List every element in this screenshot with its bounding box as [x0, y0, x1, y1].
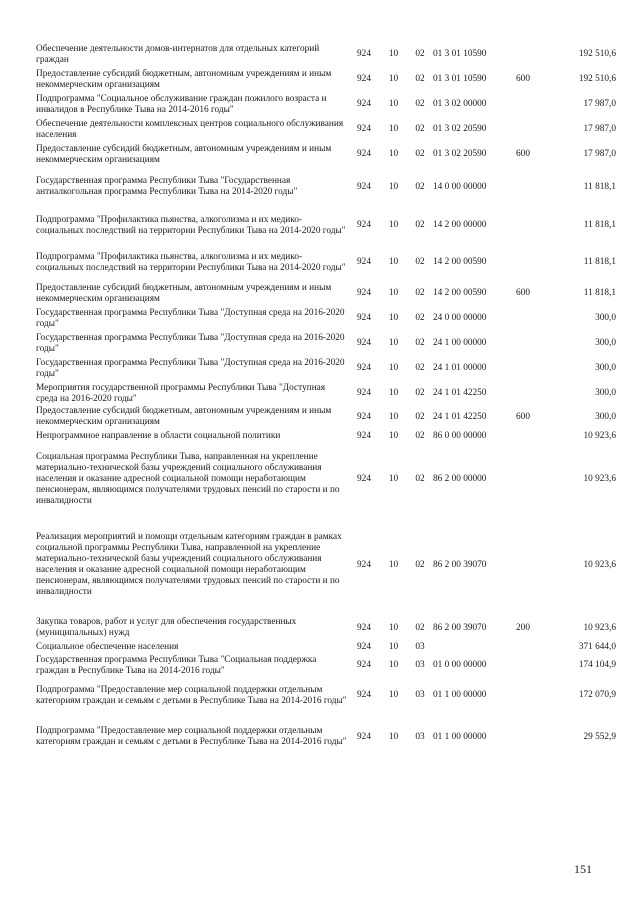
subsection-code: 03	[415, 690, 425, 700]
ministry-code: 924	[357, 559, 371, 570]
expense-type-code: 600	[516, 288, 530, 298]
subsection-code: 02	[415, 149, 425, 159]
section-code: 10	[388, 690, 399, 700]
row-description: Государственная программа Республики Тыва "Доступная среда на 2016-2020 годы"	[36, 307, 345, 329]
target-article-code: 14 2 00 00590	[433, 288, 487, 298]
amount: 300,0	[595, 411, 616, 422]
ministry-code: 924	[357, 660, 371, 670]
table-row	[36, 142, 616, 167]
subsection-code: 02	[415, 99, 425, 109]
expense-type-code	[509, 117, 537, 142]
ministry-code: 924	[357, 411, 371, 422]
expense-type-code	[509, 428, 537, 444]
section-code: 10	[388, 559, 399, 570]
expense-type-code: 200	[516, 622, 530, 633]
amount: 17 987,0	[583, 99, 616, 109]
section-code: 10	[388, 99, 399, 109]
amount: 10 923,6	[583, 430, 616, 441]
target-article-code: 86 0 00 00000	[433, 430, 487, 441]
expense-type-code	[509, 444, 537, 514]
row-description: Предоставление субсидий бюджетным, автономным учреждениям и иным некоммерческим организациям	[36, 282, 332, 304]
amount: 300,0	[595, 338, 616, 348]
ministry-code: 924	[357, 622, 371, 633]
target-article-code: 01 3 02 20590	[433, 124, 487, 134]
expense-type-code	[509, 42, 537, 67]
target-article-code: 01 1 00 00000	[433, 731, 487, 742]
subsection-code: 02	[415, 388, 425, 398]
section-code: 10	[388, 411, 399, 422]
table-row	[36, 406, 616, 428]
expense-type-code: 600	[516, 149, 530, 159]
table-row	[36, 281, 616, 306]
target-article-code: 24 1 01 42250	[433, 411, 487, 422]
amount: 10 923,6	[583, 622, 616, 633]
section-code: 10	[388, 257, 399, 267]
row-description: Социальная программа Республики Тыва, направленная на укрепление материально-технической базы учреждений социального обслуживания населения и оказание адресной социальной помощи неработающим пенсионерам, являющимся получателями трудовых пенсий по старости и по инвалидности	[36, 451, 340, 506]
expense-type-code	[509, 514, 537, 616]
table-row	[36, 677, 616, 714]
row-description: Социальное обеспечение населения	[36, 641, 179, 652]
section-code: 10	[388, 220, 399, 230]
section-code: 10	[388, 49, 399, 59]
target-article-code	[433, 640, 509, 654]
subsection-code: 02	[415, 411, 425, 422]
budget-table	[36, 42, 616, 760]
row-description: Обеспечение деятельности комплексных центров социального обслуживания населения	[36, 118, 344, 140]
amount: 172 070,9	[578, 690, 616, 700]
expense-type-code	[509, 640, 537, 654]
subsection-code: 03	[415, 660, 425, 670]
target-article-code: 86 2 00 39070	[433, 559, 487, 570]
expense-type-code	[509, 677, 537, 714]
target-article-code: 86 2 00 00000	[433, 473, 487, 484]
target-article-code: 24 1 01 42250	[433, 388, 487, 398]
subsection-code: 02	[415, 559, 425, 570]
table-row	[36, 616, 616, 640]
target-article-code: 14 2 00 00000	[433, 220, 487, 230]
ministry-code: 924	[357, 99, 371, 109]
table-row	[36, 244, 616, 281]
table-row	[36, 207, 616, 244]
budget-table-body	[36, 42, 616, 760]
ministry-code: 924	[357, 288, 371, 298]
table-row	[36, 640, 616, 654]
subsection-code: 03	[415, 731, 425, 742]
target-article-code: 01 0 00 00000	[433, 660, 487, 670]
subsection-code: 02	[415, 49, 425, 59]
ministry-code: 924	[357, 430, 371, 441]
expense-type-code: 600	[516, 411, 530, 422]
amount: 192 510,6	[578, 49, 616, 59]
table-row	[36, 42, 616, 67]
ministry-code: 924	[357, 690, 371, 700]
ministry-code: 924	[357, 257, 371, 267]
section-code: 10	[388, 430, 399, 441]
amount: 11 818,1	[583, 181, 616, 192]
subsection-code: 02	[415, 181, 425, 192]
subsection-code: 02	[415, 288, 425, 298]
target-article-code: 01 3 01 10590	[433, 74, 487, 84]
subsection-code: 03	[415, 641, 425, 652]
amount: 11 818,1	[583, 288, 616, 298]
target-article-code: 24 1 01 00000	[433, 363, 487, 373]
section-code: 10	[388, 313, 399, 323]
amount: 300,0	[595, 388, 616, 398]
section-code: 10	[388, 124, 399, 134]
row-description: Мероприятия государственной программы Республики Тыва "Доступная среда на 2016-2020 годы"	[36, 382, 326, 404]
subsection-code: 02	[415, 338, 425, 348]
row-description: Подпрограмма "Социальное обслуживание граждан пожилого возраста и инвалидов в Республике Тыва на 2014-2016 годы"	[36, 93, 327, 115]
row-description: Закупка товаров, работ и услуг для обеспечения государственных (муниципальных) нужд	[36, 617, 297, 638]
section-code: 10	[388, 181, 399, 192]
row-description: Подпрограмма "Предоставление мер социальной поддержки отдельным категориям граждан и семьям с детьми в Республике Тыва на 2014-2016 годы"	[36, 726, 347, 747]
section-code: 10	[388, 473, 399, 484]
section-code: 10	[388, 74, 399, 84]
row-description: Государственная программа Республики Тыва "Доступная среда на 2016-2020 годы"	[36, 357, 345, 379]
target-article-code: 14 0 00 00000	[433, 181, 487, 192]
expense-type-code	[509, 92, 537, 117]
section-code: 10	[388, 338, 399, 348]
row-description: Предоставление субсидий бюджетным, автономным учреждениям и иным некоммерческим организациям	[36, 143, 332, 165]
amount: 29 552,9	[583, 731, 616, 742]
expense-type-code	[509, 654, 537, 677]
amount: 300,0	[595, 363, 616, 373]
amount: 192 510,6	[578, 74, 616, 84]
amount: 300,0	[595, 313, 616, 323]
target-article-code: 01 3 01 10590	[433, 49, 487, 59]
amount: 174 104,9	[578, 660, 616, 670]
expense-type-code	[509, 244, 537, 281]
section-code: 10	[388, 660, 399, 670]
section-code: 10	[388, 288, 399, 298]
row-description: Обеспечение деятельности домов-интернатов для отдельных категорий граждан	[36, 43, 320, 65]
table-row	[36, 331, 616, 356]
ministry-code: 924	[357, 220, 371, 230]
target-article-code: 86 2 00 39070	[433, 622, 487, 633]
table-row	[36, 306, 616, 331]
table-row	[36, 714, 616, 760]
subsection-code: 02	[415, 74, 425, 84]
expense-type-code	[509, 167, 537, 207]
ministry-code: 924	[357, 181, 371, 192]
table-row	[36, 654, 616, 677]
table-row	[36, 117, 616, 142]
page-number: 151	[574, 862, 592, 876]
ministry-code: 924	[357, 49, 371, 59]
ministry-code: 924	[357, 473, 371, 484]
table-row	[36, 444, 616, 514]
row-description: Государственная программа Республики Тыва "Доступная среда на 2016-2020 годы"	[36, 332, 345, 354]
expense-type-code	[509, 306, 537, 331]
target-article-code: 24 0 00 00000	[433, 313, 487, 323]
row-description: Непрограммное направление в области социальной политики	[36, 430, 281, 441]
document-page	[36, 42, 616, 760]
ministry-code: 924	[357, 388, 371, 398]
row-description: Государственная программа Республики Тыва "Социальная поддержка граждан в Республике Тыва на 2014-2016 годы"	[36, 654, 317, 676]
row-description: Подпрограмма "Профилактика пьянства, алкоголизма и их медико-социальных последствий на территории Республики Тыва на 2014-2020 годы"	[36, 214, 346, 236]
table-row	[36, 356, 616, 381]
amount: 17 987,0	[583, 124, 616, 134]
table-row	[36, 381, 616, 406]
row-description: Подпрограмма "Профилактика пьянства, алкоголизма и их медико-социальных последствий на территории Республики Тыва на 2014-2020 годы"	[36, 251, 346, 273]
section-code: 10	[388, 731, 399, 742]
amount: 10 923,6	[583, 473, 616, 484]
row-description: Подпрограмма "Предоставление мер социальной поддержки отдельным категориям граждан и семьям с детьми в Республике Тыва на 2014-2016 годы"	[36, 684, 347, 706]
subsection-code: 02	[415, 124, 425, 134]
amount: 10 923,6	[583, 559, 616, 570]
table-row	[36, 167, 616, 207]
row-description: Реализация мероприятий и помощи отдельным категориям граждан в рамках социальной программы Республики Тыва, направленной на укрепление материально-технической базы учреждений социального обслуживания населения и оказание адресной социальной помощи неработающим пенсионерам, являющимся получателями трудовых пенсий по старости и по инвалидности	[36, 532, 342, 597]
subsection-code: 02	[415, 622, 425, 633]
table-row	[36, 514, 616, 616]
ministry-code: 924	[357, 313, 371, 323]
target-article-code: 14 2 00 00590	[433, 257, 487, 267]
amount: 371 644,0	[578, 641, 616, 652]
row-description: Государственная программа Республики Тыва "Государственная антиалкогольная программа Республики Тыва на 2014-2020 годы"	[36, 176, 298, 197]
section-code: 10	[388, 622, 399, 633]
table-row	[36, 428, 616, 444]
table-row	[36, 67, 616, 92]
ministry-code: 924	[357, 338, 371, 348]
target-article-code: 24 1 00 00000	[433, 338, 487, 348]
expense-type-code	[509, 331, 537, 356]
ministry-code: 924	[357, 149, 371, 159]
section-code: 10	[388, 149, 399, 159]
subsection-code: 02	[415, 257, 425, 267]
row-description: Предоставление субсидий бюджетным, автономным учреждениям и иным некоммерческим организациям	[36, 68, 332, 90]
row-description: Предоставление субсидий бюджетным, автономным учреждениям и иным некоммерческим организациям	[36, 406, 332, 427]
amount: 17 987,0	[583, 149, 616, 159]
ministry-code: 924	[357, 731, 371, 742]
expense-type-code	[509, 714, 537, 760]
target-article-code: 01 3 02 00000	[433, 99, 487, 109]
section-code: 10	[388, 388, 399, 398]
expense-type-code	[509, 381, 537, 406]
section-code: 10	[388, 641, 399, 652]
subsection-code: 02	[415, 473, 425, 484]
ministry-code: 924	[357, 363, 371, 373]
section-code: 10	[388, 363, 399, 373]
subsection-code: 02	[415, 313, 425, 323]
target-article-code: 01 1 00 00000	[433, 690, 487, 700]
amount: 11 818,1	[583, 220, 616, 230]
table-row	[36, 92, 616, 117]
subsection-code: 02	[415, 363, 425, 373]
expense-type-code: 600	[516, 74, 530, 84]
expense-type-code	[509, 356, 537, 381]
ministry-code: 924	[357, 74, 371, 84]
expense-type-code	[509, 207, 537, 244]
subsection-code: 02	[415, 430, 425, 441]
target-article-code: 01 3 02 20590	[433, 149, 487, 159]
ministry-code: 924	[357, 124, 371, 134]
subsection-code: 02	[415, 220, 425, 230]
ministry-code: 924	[357, 641, 371, 652]
amount: 11 818,1	[583, 257, 616, 267]
